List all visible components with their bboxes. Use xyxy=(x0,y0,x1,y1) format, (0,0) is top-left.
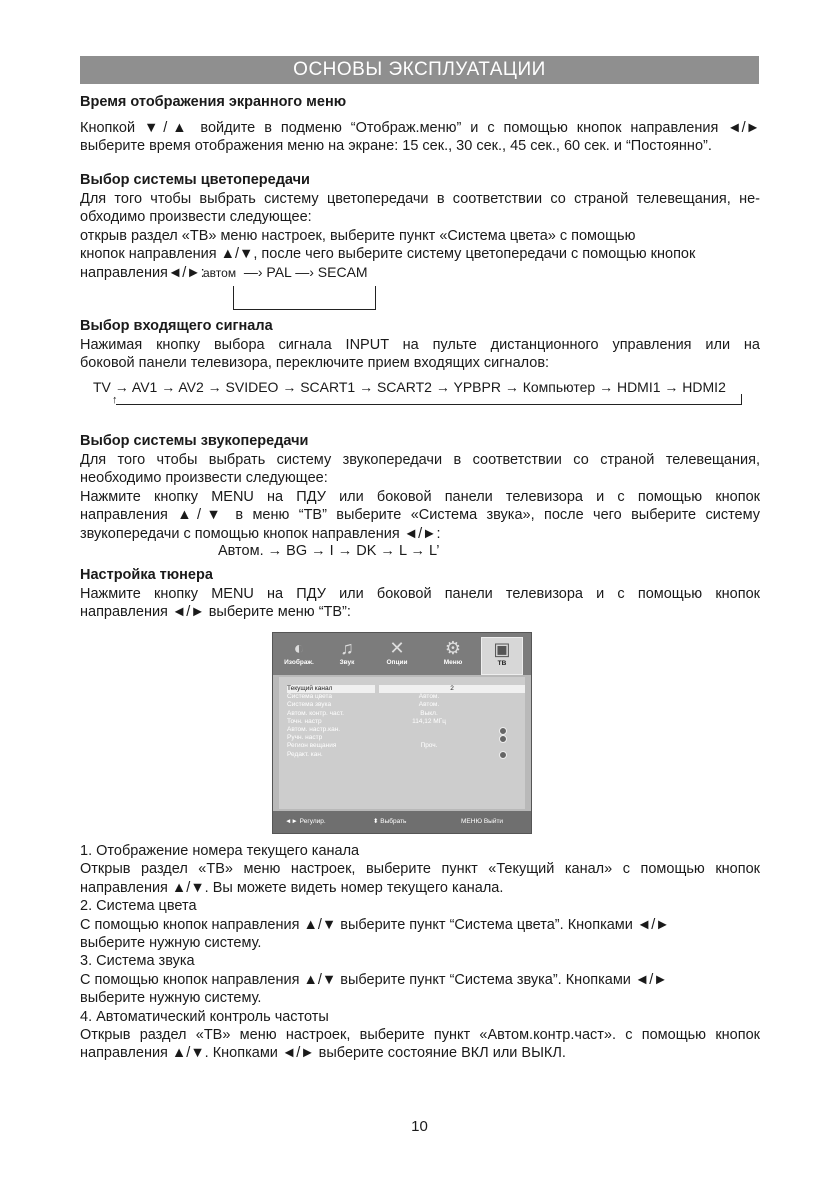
sound-system-text xyxy=(80,451,760,543)
step-title: 1. Отображение номера текущего канала xyxy=(80,843,360,859)
text-line: Открыв раздел «ТВ» меню настроек, выберите пункт «Текущий канал» с помощью кнопок xyxy=(80,861,760,878)
input-signal-heading: Выбор входящего сигнала xyxy=(80,318,273,334)
picture-icon: ◐ xyxy=(293,638,305,658)
input-chain: TV → AV1 → AV2 → SVIDEO → SCART1 → SCART2 → YPBPR → Компьютер → HDMI1 → HDMI2 xyxy=(93,379,726,395)
sound-icon: ♫ xyxy=(340,638,354,658)
loop-line xyxy=(233,309,376,310)
tab-menu[interactable] xyxy=(433,637,473,673)
text-line: открыв раздел «ТВ» меню настроек, выберите пункт «Система цвета» с помощью xyxy=(80,227,636,244)
color-system-text xyxy=(80,190,760,282)
menu-item-sound-system[interactable]: Система звука xyxy=(287,701,332,709)
footer-exit-hint: МЕНЮ Выйти xyxy=(461,818,504,825)
text-line: Для того чтобы выбрать систему звукопередачи в соответствии со страной телевещания, xyxy=(80,452,760,468)
text-line: Для того чтобы выбрать систему цветопередачи в соответствии со страной телевещания, не- xyxy=(80,191,760,207)
loop-line xyxy=(116,404,742,405)
tab-label: Опции xyxy=(386,659,408,666)
menu-item-edit-channels[interactable]: Редакт. кан. xyxy=(287,750,323,758)
text-line: звукопередачи с помощью кнопок направления ◄/►: xyxy=(80,525,441,542)
text-line: направления ▲/▼. Вы можете видеть номер текущего канала. xyxy=(80,879,504,896)
tv-menu-values xyxy=(379,685,525,759)
menu-item-auto-tune[interactable]: Автом. настр.кан. xyxy=(287,725,341,733)
tab-picture[interactable] xyxy=(279,637,319,673)
tv-menu-tabs xyxy=(273,633,531,675)
enter-arrow-icon[interactable] xyxy=(499,735,507,743)
color-chain: автом —› PAL —› SECAM xyxy=(203,264,368,280)
page-title: ОСНОВЫ ЭКСПЛУАТАЦИИ xyxy=(80,56,759,84)
loop-line xyxy=(233,286,234,310)
tab-tv[interactable] xyxy=(481,637,523,675)
color-system-heading: Выбор системы цветопередачи xyxy=(80,172,310,188)
menu-item-afc[interactable]: Автом. контр. част. xyxy=(287,709,344,717)
text-line: С помощью кнопок направления ▲/▼ выберите пункт “Система звука”. Кнопками ◄/► xyxy=(80,971,668,988)
text-line: боковой панели телевизора, переключите прием входящих сигналов: xyxy=(80,355,550,372)
step-title: 2. Система цвета xyxy=(80,898,197,915)
step-title: 3. Система звука xyxy=(80,953,195,970)
menu-value xyxy=(379,734,479,742)
tab-label: Звук xyxy=(339,659,355,666)
tab-label: Изображ. xyxy=(284,659,314,666)
menu-item-region[interactable]: Регион вещания xyxy=(287,742,337,750)
text-line: Кнопкой ▼/▲ войдите в подменю “Отображ.меню” и с помощью кнопок направления ◄/► xyxy=(80,120,760,136)
color-chain-item: автом xyxy=(203,266,237,280)
text-line: С помощью кнопок направления ▲/▼ выберите пункт “Система цвета”. Кнопками ◄/► xyxy=(80,916,670,933)
enter-arrow-icon[interactable] xyxy=(499,727,507,735)
sound-chain: Автом. → BG → I → DK → L → L’ xyxy=(218,543,440,559)
page-number: 10 xyxy=(411,1118,428,1135)
tuner-text xyxy=(80,585,760,622)
menu-value: Выкл. xyxy=(420,709,438,717)
text-line: Открыв раздел «ТВ» меню настроек, выберите пункт «Автом.контр.част». с помощью кнопок xyxy=(80,1027,760,1044)
menu-item-color-system[interactable]: Система цвета xyxy=(287,693,333,701)
menu-value: 2 xyxy=(379,685,525,693)
text-line: направления ◄/► выберите меню “ТВ”: xyxy=(80,604,351,621)
menu-value: 114,12 МГц xyxy=(412,717,446,725)
text-line: выберите время отображения меню на экране: 15 сек., 30 сек., 45 сек., 60 сек. и “Постоянно”. xyxy=(80,138,712,155)
input-signal-text xyxy=(80,336,760,373)
text-line: обходимо произвести следующее: xyxy=(80,209,312,226)
text-line: выберите нужную систему. xyxy=(80,990,262,1007)
osd-time-heading: Время отображения экранного меню xyxy=(80,94,347,110)
sound-system-heading: Выбор системы звукопередачи xyxy=(80,433,309,449)
menu-value: Автом. xyxy=(418,693,440,701)
text-line: необходимо произвести следующее: xyxy=(80,470,328,487)
text-line: выберите нужную систему. xyxy=(80,935,262,952)
text-line: Нажмите кнопку MENU на ПДУ или боковой панели телевизора и с помощью кнопок xyxy=(80,488,760,505)
step-title: 4. Автоматический контроль частоты xyxy=(80,1008,329,1025)
enter-arrow-icon[interactable] xyxy=(499,751,507,759)
gear-icon: ⚙ xyxy=(444,638,462,658)
tab-options[interactable] xyxy=(377,637,417,673)
loop-line xyxy=(375,286,376,310)
text-line: кнопок направления ▲/▼, после чего выберите систему цветопередачи с помощью кнопок xyxy=(80,246,696,263)
loop-arrow-icon: ↑ xyxy=(112,394,118,406)
text-line: Нажимая кнопку выбора сигнала INPUT на пульте дистанционного управления или на xyxy=(80,337,760,353)
tools-icon: ✕ xyxy=(389,638,405,658)
text-line: направления◄/►: xyxy=(80,264,205,281)
footer-select-hint: ⬍ Выбрать xyxy=(373,818,407,825)
menu-item-fine-tune[interactable]: Точн. настр xyxy=(287,717,322,725)
text-line: направления ▲/▼ в меню “ТВ” выберите «Система звука», после чего выберите систему xyxy=(80,507,760,524)
menu-item-manual-tune[interactable]: Ручн. настр xyxy=(287,734,323,742)
tv-menu-footer xyxy=(273,811,531,833)
menu-item-current-channel[interactable]: Текущий канал xyxy=(287,685,375,693)
tab-label: ТВ xyxy=(497,660,507,667)
text-line: направления ▲/▼. Кнопками ◄/► выберите состояние ВКЛ или ВЫКЛ. xyxy=(80,1045,566,1062)
osd-time-text xyxy=(80,119,760,156)
color-chain-item: SECAM xyxy=(317,264,368,280)
tv-menu-labels xyxy=(287,685,375,759)
color-chain-item: PAL xyxy=(266,264,292,280)
menu-value xyxy=(379,751,479,759)
tab-sound[interactable] xyxy=(327,637,367,673)
menu-value: Автом. xyxy=(418,701,440,709)
tv-icon: ▣ xyxy=(493,639,511,659)
footer-adjust-hint: ◄► Регулир. xyxy=(285,818,326,825)
loop-line xyxy=(741,394,742,405)
menu-value xyxy=(379,726,479,734)
tv-menu-screenshot xyxy=(272,632,532,834)
tuner-heading: Настройка тюнера xyxy=(80,567,213,583)
text-line: Нажмите кнопку MENU на ПДУ или боковой панели телевизора и с помощью кнопок xyxy=(80,586,760,602)
tv-menu-body xyxy=(279,677,525,809)
menu-value: Проч. xyxy=(420,742,438,750)
tab-label: Меню xyxy=(443,659,463,666)
steps-list xyxy=(80,842,760,1063)
